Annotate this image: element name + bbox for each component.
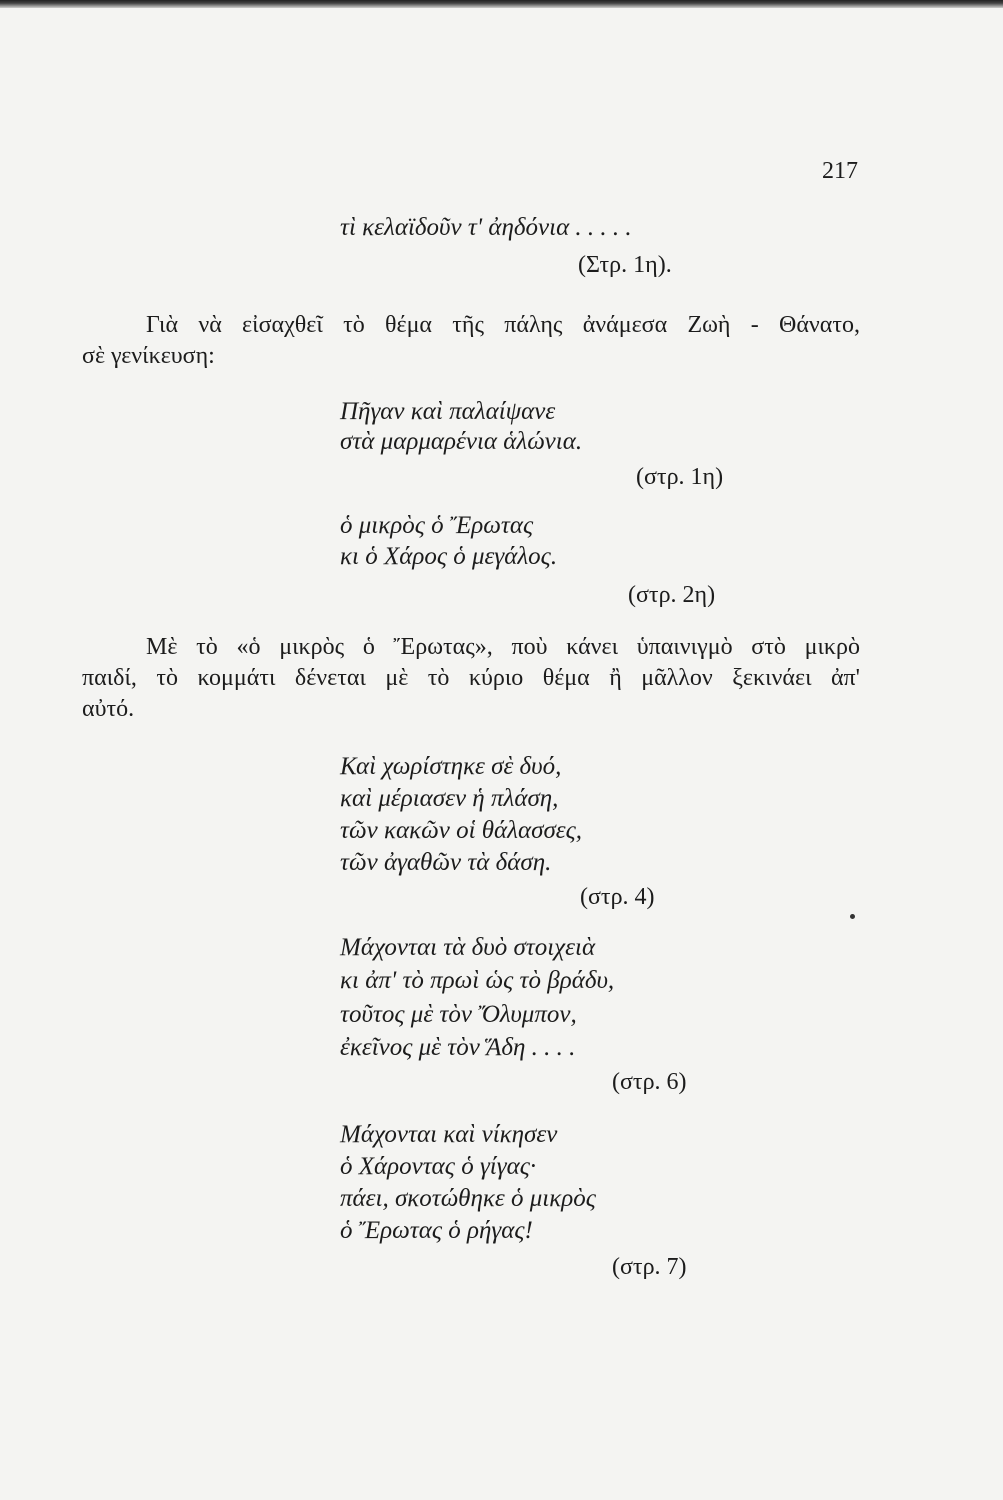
verse-line: ὁ μικρὸς ὁ Ἔρωτας xyxy=(340,512,534,539)
verse-line: Μάχονται καὶ νίκησεν xyxy=(340,1121,558,1148)
verse-line: τὶ κελαϊδοῦν τ' ἀηδόνια . . . . . xyxy=(340,214,632,241)
paragraph-line: Γιὰ νὰ εἰσαχθεῖ τὸ θέμα τῆς πάλης ἀνάμεσα Ζωὴ - Θάνατο, xyxy=(146,312,860,338)
paragraph xyxy=(82,632,860,725)
verse-line: Πῆγαν καὶ παλαίψανε xyxy=(340,398,556,425)
verse-line: κι ἀπ' τὸ πρωὶ ὡς τὸ βράδυ, xyxy=(340,967,615,994)
stanza-reference: (στρ. 2η) xyxy=(628,582,716,608)
paragraph-line: παιδί, τὸ κομμάτι δένεται μὲ τὸ κύριο θέμα ἢ μᾶλλον ξεκινάει ἀπ' xyxy=(82,665,860,691)
verse-line: καὶ μέριασεν ἡ πλάση, xyxy=(340,785,559,812)
verse-line: στὰ μαρμαρένια ἁλώνια. xyxy=(340,428,583,455)
page-number: 217 xyxy=(822,158,858,184)
stanza-reference: (Στρ. 1η). xyxy=(578,252,672,278)
paragraph-line: σὲ γενίκευση: xyxy=(82,343,215,369)
verse-line: πάει, σκοτώθηκε ὁ μικρὸς xyxy=(340,1185,596,1212)
verse-line: ὁ Ἔρωτας ὁ ρήγας! xyxy=(340,1217,533,1244)
verse-line: ἐκεῖνος μὲ τὸν Ἅδη . . . . xyxy=(340,1034,576,1061)
stanza-reference: (στρ. 6) xyxy=(612,1069,687,1095)
verse-line: τῶν ἀγαθῶν τὰ δάση. xyxy=(340,849,552,876)
stanza-reference: (στρ. 7) xyxy=(612,1254,687,1280)
paragraph xyxy=(82,310,860,372)
verse-line: Μάχονται τὰ δυὸ στοιχειὰ xyxy=(340,934,596,961)
verse-line: τῶν κακῶν οἱ θάλασσες, xyxy=(340,817,583,844)
paragraph-line: αὐτό. xyxy=(82,696,135,722)
paragraph-line: Μὲ τὸ «ὁ μικρὸς ὁ Ἔρωτας», ποὺ κάνει ὑπαινιγμὸ στὸ μικρὸ xyxy=(146,634,860,660)
stanza-reference: (στρ. 1η) xyxy=(636,464,724,490)
verse-line: τοῦτος μὲ τὸν Ὄλυμπον, xyxy=(340,1001,577,1028)
stanza-reference: (στρ. 4) xyxy=(580,884,655,910)
scan-top-edge xyxy=(0,0,1003,8)
scan-speck xyxy=(850,914,855,919)
verse-line: κι ὁ Χάρος ὁ μεγάλος. xyxy=(340,543,558,570)
verse-line: Καὶ χωρίστηκε σὲ δυό, xyxy=(340,753,562,780)
verse-line: ὁ Χάροντας ὁ γίγας· xyxy=(340,1153,537,1180)
